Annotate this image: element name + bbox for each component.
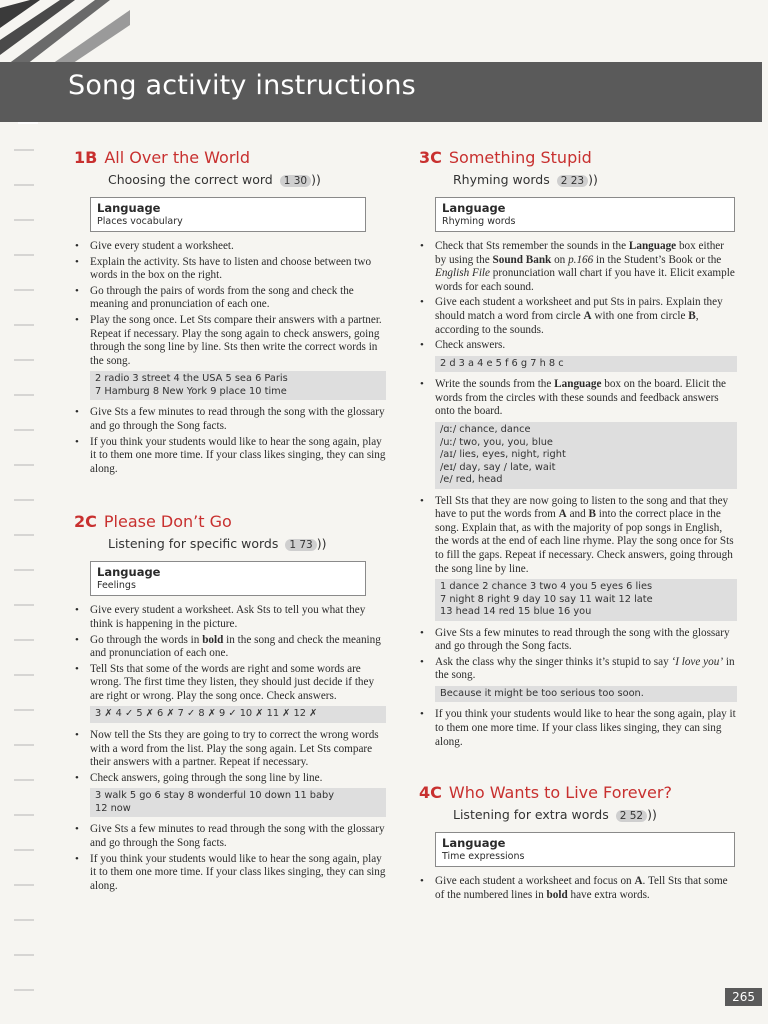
section-3c (419, 148, 737, 749)
answer-line: 1 dance 2 chance 3 two 4 you 5 eyes 6 lies (440, 581, 653, 593)
section-title: Please Don’t Go (103, 512, 232, 532)
page-title: Song activity instructions (68, 70, 416, 101)
instruction-step: • Give every student a worksheet. (90, 240, 386, 254)
right-column (419, 148, 737, 922)
instruction-list (419, 495, 737, 577)
section-subtitle (108, 172, 386, 187)
answer-box (90, 706, 386, 723)
answer-line: /eɪ/ day, say / late, wait (440, 461, 556, 473)
answer-line: 2 radio 3 street 4 the USA 5 sea 6 Paris (95, 373, 288, 385)
audio-track-badge: 2 23 (557, 175, 588, 187)
left-column (74, 148, 386, 913)
language-box (90, 561, 366, 596)
language-label: Language (97, 201, 161, 215)
instruction-step: • Explain the activity. Sts have to listen and choose between two words in the box on the right. (90, 256, 386, 283)
audio-icon: )) (647, 807, 657, 823)
instruction-list (419, 875, 737, 902)
instruction-step: • Give every student a worksheet. Ask Sts to tell you what they think is happening in the picture. (90, 604, 386, 631)
section-title: All Over the World (104, 148, 251, 167)
audio-icon: )) (311, 172, 321, 187)
language-label: Language (97, 565, 161, 580)
audio-icon: )) (316, 536, 327, 552)
subtitle-text: Rhyming words (453, 172, 550, 187)
answer-box (435, 356, 737, 373)
instruction-step: • Give each student a worksheet and focus on A. Tell Sts that some of the numbered lines in bold have extra words. (435, 875, 737, 902)
section-2c (74, 512, 386, 893)
answer-line: /uː/ two, you, you, blue (440, 436, 553, 448)
margin-tick-marks (0, 140, 40, 1000)
instruction-step: • Ask the class why the singer thinks it’s stupid to say ‘I love you’ in the song. (435, 656, 737, 683)
instruction-step: • If you think your students would like to hear the song again, play it to them one more time. If your class likes singing, they can sing along. (435, 708, 737, 749)
answer-line: /ɑː/ chance, dance (440, 424, 531, 436)
section-code: 3C (419, 148, 442, 167)
language-value: Time expressions (442, 851, 525, 863)
instruction-step: • Check answers. (435, 339, 737, 353)
instruction-step: • If you think your students would like to hear the song again, play it to them one more time. If your class likes singing, they can sing along. (90, 853, 386, 894)
instruction-list (419, 240, 737, 353)
answer-line: /aɪ/ lies, eyes, night, right (440, 449, 566, 461)
subtitle-text: Listening for extra words (453, 807, 609, 823)
instruction-list (74, 823, 386, 893)
subtitle-text: Listening for specific words (108, 536, 279, 552)
page-number: 265 (725, 988, 762, 1006)
instruction-list (74, 240, 386, 368)
answer-box (90, 788, 386, 817)
answer-box (435, 579, 737, 621)
section-heading (74, 512, 386, 531)
instruction-step: • Give Sts a few minutes to read through the song with the glossary and go through the Song facts. (435, 627, 737, 654)
instruction-list (74, 729, 386, 785)
section-code: 4C (419, 783, 442, 803)
answer-line: 2 d 3 a 4 e 5 f 6 g 7 h 8 c (440, 357, 564, 369)
instruction-step: • Tell Sts that some of the words are right and some words are wrong. The first time they listen, they should just decide if they are right or wrong. Play the song once. Check answers. (90, 663, 386, 704)
instruction-step: • Now tell the Sts they are going to try to correct the wrong words with a word from the list. Play the song again. Let Sts compare their answers with a partner. Repeat if necessary. (90, 729, 386, 770)
section-code: 2C (74, 512, 97, 532)
instruction-step: • Give Sts a few minutes to read through the song with the glossary and go through the Song facts. (90, 823, 386, 850)
answer-line: 12 now (95, 802, 131, 814)
section-heading (419, 148, 737, 167)
instruction-step: • Play the song once. Let Sts compare their answers with a partner. Repeat if necessary. Play the song again to check answers, going through the song line by line. Sts then write the correct words in the song. (90, 314, 386, 368)
audio-track-badge: 1 30 (280, 175, 311, 187)
audio-icon: )) (588, 172, 598, 187)
section-subtitle (453, 807, 737, 822)
answer-line: 3 walk 5 go 6 stay 8 wonderful 10 down 11 baby (95, 790, 335, 802)
answer-line: /e/ red, head (440, 474, 503, 486)
instruction-list (419, 708, 737, 749)
instruction-step: • Give each student a worksheet and put Sts in pairs. Explain they should match a word from circle A with one from circle B, according to the sounds. (435, 296, 737, 337)
section-heading (74, 148, 386, 167)
instruction-step: • Give Sts a few minutes to read through the song with the glossary and go through the Song facts. (90, 406, 386, 433)
answer-line: 3 ✗ 4 ✓ 5 ✗ 6 ✗ 7 ✓ 8 ✗ 9 ✓ 10 ✗ 11 ✗ 12 ✗ (95, 708, 318, 720)
section-1b (74, 148, 386, 476)
instruction-step: • Tell Sts that they are now going to listen to the song and that they have to put the words from A and B into the correct place in the song. Explain that, as with the majority of pop songs in English, the words at the end of each line rhyme. Play the song once for Sts to fill the gaps. Repeat if necessary. Check answers, going through the song line by line. (435, 495, 737, 577)
language-value: Places vocabulary (97, 216, 183, 227)
audio-track-badge: 2 52 (616, 810, 647, 822)
section-4c (419, 783, 737, 902)
language-box (435, 197, 735, 232)
instruction-step: • Check that Sts remember the sounds in the Language box either by using the Sound Bank on p.166 in the Student’s Book or the English File pronunciation wall chart if you have it. Elicit example words for each sound. (435, 240, 737, 294)
instruction-step: • Go through the pairs of words from the song and check the meaning and pronunciation of each one. (90, 285, 386, 312)
language-box (90, 197, 366, 232)
section-title: Who Wants to Live Forever? (448, 783, 672, 803)
language-value: Feelings (97, 580, 136, 592)
answer-line: 13 head 14 red 15 blue 16 you (440, 606, 592, 618)
subtitle-text: Choosing the correct word (108, 172, 273, 187)
instruction-step: • Write the sounds from the Language box on the board. Elicit the words from the circles with these sounds and feedback answers onto the board. (435, 378, 737, 419)
section-heading (419, 783, 737, 802)
section-title: Something Stupid (448, 148, 592, 167)
instruction-step: • If you think your students would like to hear the song again, play it to them one more time. If your class likes singing, they can sing along. (90, 436, 386, 477)
language-label: Language (442, 201, 506, 215)
section-subtitle (108, 536, 386, 551)
instruction-step: • Go through the words in bold in the song and check the meaning and pronunciation of each one. (90, 634, 386, 661)
instruction-list (419, 627, 737, 683)
section-subtitle (453, 172, 737, 187)
language-label: Language (442, 836, 506, 851)
instruction-list (419, 378, 737, 419)
answer-line: 7 Hamburg 8 New York 9 place 10 time (95, 385, 287, 397)
language-value: Rhyming words (442, 216, 516, 227)
instruction-list (74, 604, 386, 703)
answer-line: Because it might be too serious too soon. (440, 687, 644, 699)
instruction-list (74, 406, 386, 476)
instruction-step: • Check answers, going through the song line by line. (90, 772, 386, 786)
language-box (435, 832, 735, 867)
answer-line: 7 night 8 right 9 day 10 say 11 wait 12 late (440, 593, 653, 605)
audio-track-badge: 1 73 (285, 539, 316, 551)
section-code: 1B (74, 148, 98, 167)
sounds-answer-box (435, 422, 737, 489)
answer-box (435, 686, 737, 703)
answer-box (90, 371, 386, 400)
